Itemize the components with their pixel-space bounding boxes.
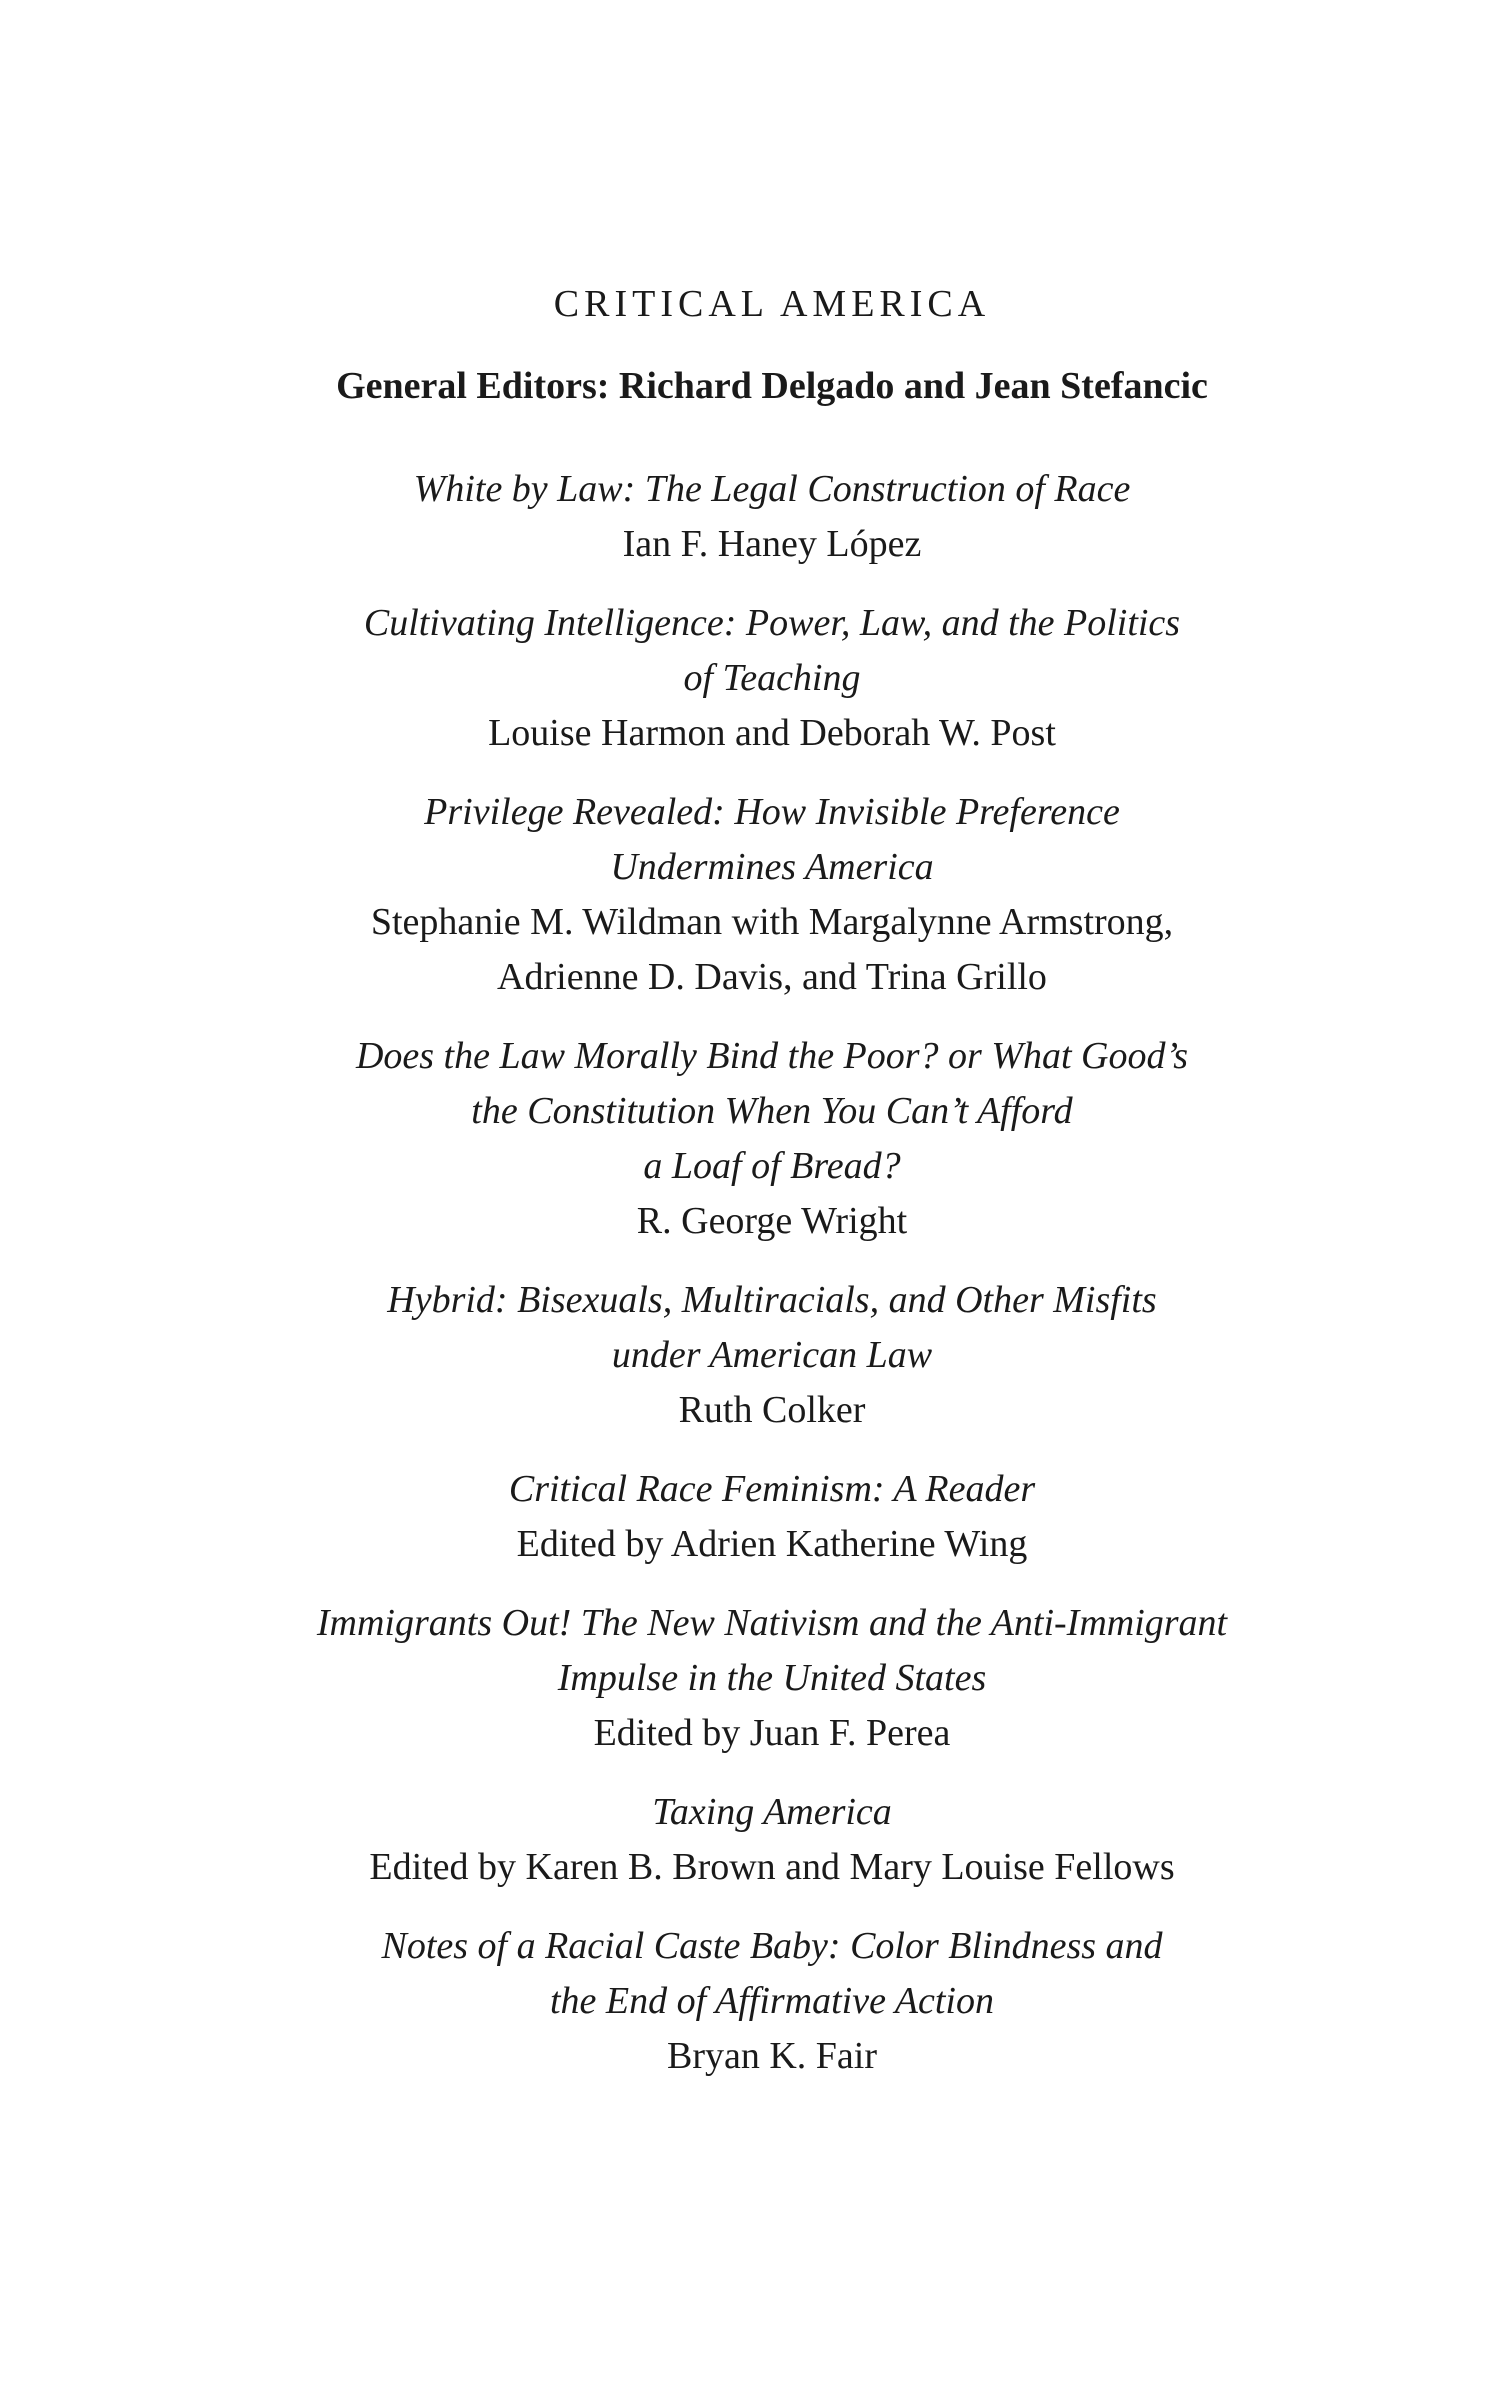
book-entry	[0, 785, 1500, 1005]
book-entry	[0, 1785, 1500, 1895]
book-title-line: Notes of a Racial Caste Baby: Color Blindness and	[381, 1925, 1163, 1967]
book-author-line: Bryan K. Fair	[666, 2035, 878, 2077]
book-author-line: Edited by Juan F. Perea	[593, 1712, 951, 1754]
book-title-line: the End of Affirmative Action	[550, 1980, 994, 2022]
book-author-line: R. George Wright	[636, 1200, 908, 1242]
book-title-line: White by Law: The Legal Construction of Race	[413, 468, 1131, 510]
book-entry	[0, 1273, 1500, 1438]
book-author-line: Edited by Karen B. Brown and Mary Louise Fellows	[369, 1846, 1175, 1888]
book-title-line: under American Law	[611, 1334, 933, 1376]
book-author-line: Stephanie M. Wildman with Margalynne Armstrong,	[370, 901, 1174, 943]
book-entry	[0, 596, 1500, 761]
book-author-line: Edited by Adrien Katherine Wing	[516, 1523, 1028, 1565]
book-title-line: of Teaching	[683, 657, 861, 699]
book-title-line: Immigrants Out! The New Nativism and the Anti-Immigrant	[316, 1602, 1228, 1644]
book-entry	[0, 462, 1500, 572]
book-entry	[0, 1462, 1500, 1572]
book-title-line: the Constitution When You Can’t Afford	[471, 1090, 1073, 1132]
book-title-line: Hybrid: Bisexuals, Multiracials, and Other Misfits	[387, 1279, 1157, 1321]
book-title-line: Cultivating Intelligence: Power, Law, and the Politics	[363, 602, 1181, 644]
book-title-line: Impulse in the United States	[557, 1657, 987, 1699]
book-entry	[0, 1919, 1500, 2084]
book-title-line: Critical Race Feminism: A Reader	[508, 1468, 1036, 1510]
book-title-line: Undermines America	[610, 846, 934, 888]
book-title-line: Privilege Revealed: How Invisible Preference	[424, 791, 1120, 833]
book-title-line: Taxing America	[652, 1791, 892, 1833]
general-editors: General Editors: Richard Delgado and Jean Stefancic	[336, 365, 1208, 407]
book-entry	[0, 1029, 1500, 1249]
book-title-line: Does the Law Morally Bind the Poor? or What Good’s	[355, 1035, 1189, 1077]
book-list	[0, 462, 1500, 2108]
series-title: CRITICAL AMERICA	[553, 283, 991, 325]
book-author-line: Louise Harmon and Deborah W. Post	[488, 712, 1056, 754]
book-entry	[0, 1596, 1500, 1761]
book-author-line: Ian F. Haney López	[622, 523, 922, 565]
book-author-line: Adrienne D. Davis, and Trina Grillo	[497, 956, 1047, 998]
book-author-line: Ruth Colker	[678, 1389, 866, 1431]
book-title-line: a Loaf of Bread?	[643, 1145, 901, 1187]
